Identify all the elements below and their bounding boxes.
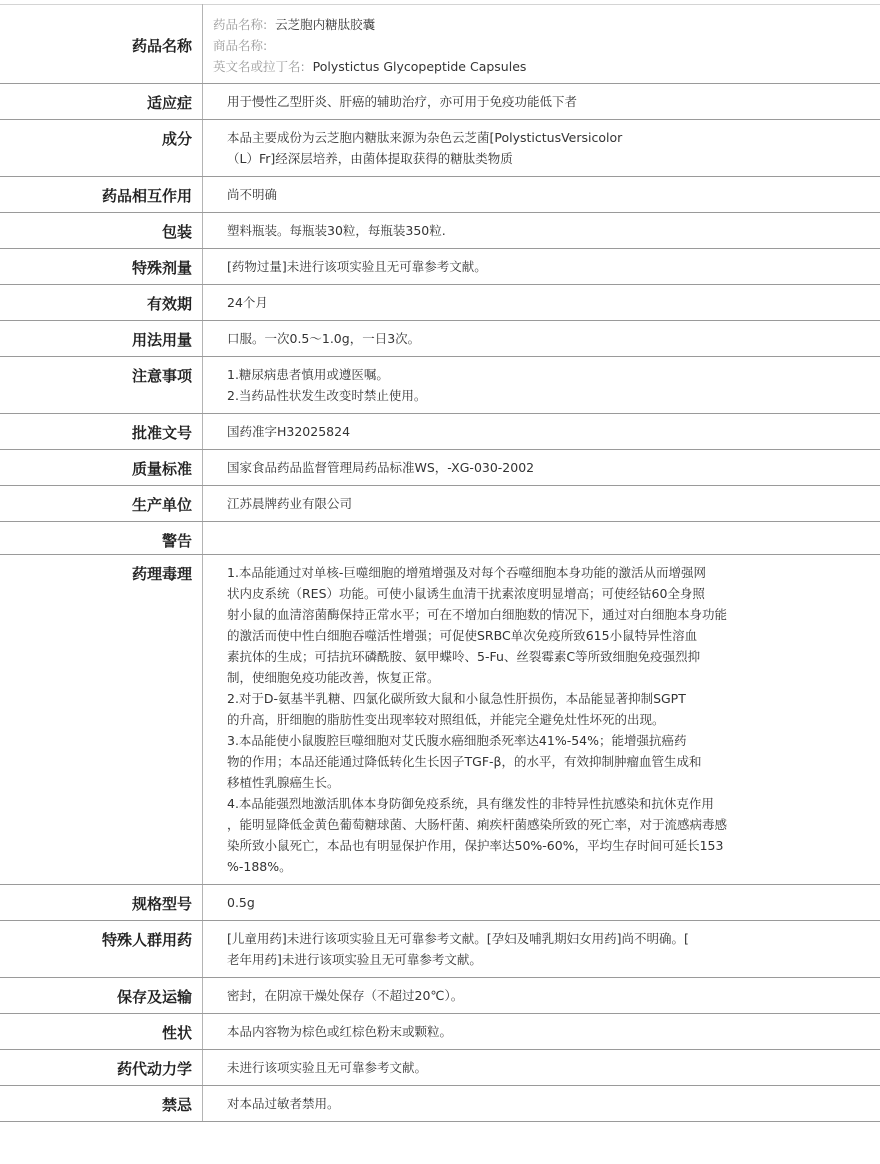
text-line: 塑料瓶装。每瓶装30粒，每瓶装350粒. [227, 220, 870, 241]
row-package [0, 213, 880, 249]
row-appearance [0, 1014, 880, 1050]
text-line: 2.对于D-氨基半乳糖、四氯化碳所致大鼠和小鼠急性肝损伤，本品能显著抑制SGPT [227, 688, 870, 709]
row-label: 成分 [0, 120, 203, 177]
text-line: 用于慢性乙型肝炎、肝癌的辅助治疗，亦可用于免疫功能低下者 [227, 91, 870, 112]
text-line: [药物过量]未进行该项实验且无可靠参考文献。 [227, 256, 870, 277]
row-label: 药品名称 [0, 5, 203, 84]
row-value [203, 213, 880, 249]
text-line: 本品内容物为棕色或红棕色粉末或颗粒。 [227, 1021, 870, 1042]
row-pharmacokinetics [0, 1050, 880, 1086]
row-label: 批准文号 [0, 414, 203, 450]
row-label: 有效期 [0, 285, 203, 321]
row-value [203, 555, 880, 885]
row-value [203, 1050, 880, 1086]
row-validity [0, 285, 880, 321]
row-label: 药品相互作用 [0, 177, 203, 213]
text-line: 染所致小鼠死亡，本品也有明显保护作用，保护率达50%-60%，平均生存时间可延长153 [227, 835, 870, 856]
text-line: [儿童用药]未进行该项实验且无可靠参考文献。[孕妇及哺乳期妇女用药]尚不明确。[ [227, 928, 870, 949]
row-value [203, 357, 880, 414]
row-composition [0, 120, 880, 177]
text-line: 2.当药品性状发生改变时禁止使用。 [227, 385, 870, 406]
text-line: 口服。一次0.5～1.0g，一日3次。 [227, 328, 870, 349]
row-value [203, 5, 880, 84]
text-line: 24个月 [227, 292, 870, 313]
row-label: 禁忌 [0, 1086, 203, 1122]
text-line: 本品主要成份为云芝胞内糖肽来源为杂色云芝菌[PolystictusVersicolor [227, 127, 870, 148]
row-value [203, 885, 880, 921]
text-line: 4.本品能强烈地激活肌体本身防御免疫系统，具有继发性的非特异性抗感染和抗休克作用 [227, 793, 870, 814]
row-standard [0, 450, 880, 486]
row-label: 药代动力学 [0, 1050, 203, 1086]
text-line: 1.糖尿病患者慎用或遵医嘱。 [227, 364, 870, 385]
text-line: 移植性乳腺癌生长。 [227, 772, 870, 793]
row-value [203, 321, 880, 357]
text-line: 物的作用；本品还能通过降低转化生长因子TGF-β，的水平，有效抑制肿瘤血管生成和 [227, 751, 870, 772]
row-label: 用法用量 [0, 321, 203, 357]
english-name-value: Polystictus Glycopeptide Capsules [313, 59, 527, 74]
row-label: 质量标准 [0, 450, 203, 486]
row-drug-name [0, 5, 880, 84]
row-overdose [0, 249, 880, 285]
row-manufacturer [0, 486, 880, 522]
row-value [203, 450, 880, 486]
row-label: 警告 [0, 522, 203, 555]
text-line: 国家食品药品监督管理局药品标准WS，-XG-030-2002 [227, 457, 870, 478]
row-label: 生产单位 [0, 486, 203, 522]
row-label: 药理毒理 [0, 555, 203, 885]
generic-name-label: 药品名称: [213, 17, 267, 32]
text-line: ，能明显降低金黄色葡萄糖球菌、大肠杆菌、痢疾杆菌感染所致的死亡率，对于流感病毒感 [227, 814, 870, 835]
row-label: 包装 [0, 213, 203, 249]
row-label: 特殊剂量 [0, 249, 203, 285]
text-line: 国药准字H32025824 [227, 421, 870, 442]
text-line: %-188%。 [227, 856, 870, 877]
text-line: 制，使细胞免疫功能改善，恢复正常。 [227, 667, 870, 688]
row-contraindications [0, 1086, 880, 1122]
row-label: 适应症 [0, 84, 203, 120]
row-label: 规格型号 [0, 885, 203, 921]
row-value [203, 120, 880, 177]
row-label: 保存及运输 [0, 978, 203, 1014]
trade-name-label: 商品名称: [213, 38, 267, 53]
row-special-groups [0, 921, 880, 978]
text-line: 0.5g [227, 892, 870, 913]
row-value [203, 1086, 880, 1122]
row-storage [0, 978, 880, 1014]
text-line: 尚不明确 [227, 184, 870, 205]
text-line: 射小鼠的血清溶菌酶保持正常水平；可在不增加白细胞数的情况下，通过对白细胞本身功能 [227, 604, 870, 625]
text-line: 素抗体的生成；可拮抗环磷酰胺、氨甲蝶呤、5-Fu、丝裂霉素C等所致细胞免疫强烈抑 [227, 646, 870, 667]
text-line: （L）Fr]经深层培养，由菌体提取获得的糖肽类物质 [227, 148, 870, 169]
text-line: 密封，在阴凉干燥处保存（不超过20℃）。 [227, 985, 870, 1006]
row-interaction [0, 177, 880, 213]
row-label: 注意事项 [0, 357, 203, 414]
row-value [203, 486, 880, 522]
row-value [203, 285, 880, 321]
text-line: 的激活而使中性白细胞吞噬活性增强；可促使SRBC单次免疫所致615小鼠特异性溶血 [227, 625, 870, 646]
row-pharmacology [0, 555, 880, 885]
text-line: 未进行该项实验且无可靠参考文献。 [227, 1057, 870, 1078]
row-indication [0, 84, 880, 120]
row-spec [0, 885, 880, 921]
row-label: 性状 [0, 1014, 203, 1050]
row-value [203, 414, 880, 450]
text-line: 状内皮系统（RES）功能。可使小鼠诱生血清干扰素浓度明显增高；可使经钴60全身照 [227, 583, 870, 604]
row-label: 特殊人群用药 [0, 921, 203, 978]
row-value [203, 921, 880, 978]
text-line: 江苏晨牌药业有限公司 [227, 493, 870, 514]
row-value [203, 249, 880, 285]
row-warning [0, 522, 880, 555]
row-approval [0, 414, 880, 450]
row-dosage [0, 321, 880, 357]
text-line: 对本品过敏者禁用。 [227, 1093, 870, 1114]
row-value [203, 177, 880, 213]
row-value [203, 1014, 880, 1050]
generic-name-value: 云芝胞内糖肽胶囊 [275, 17, 375, 32]
text-line: 的升高，肝细胞的脂肪性变出现率较对照组低，并能完全避免灶性坏死的出现。 [227, 709, 870, 730]
text-line: 1.本品能通过对单核-巨噬细胞的增殖增强及对每个吞噬细胞本身功能的激活从而增强网 [227, 562, 870, 583]
row-value [203, 522, 880, 555]
row-precautions [0, 357, 880, 414]
drug-info-table [0, 4, 880, 1122]
text-line: 3.本品能使小鼠腹腔巨噬细胞对艾氏腹水癌细胞杀死率达41%-54%；能增强抗癌药 [227, 730, 870, 751]
row-value [203, 978, 880, 1014]
english-name-label: 英文名或拉丁名: [213, 59, 305, 74]
row-value [203, 84, 880, 120]
text-line: 老年用药]未进行该项实验且无可靠参考文献。 [227, 949, 870, 970]
